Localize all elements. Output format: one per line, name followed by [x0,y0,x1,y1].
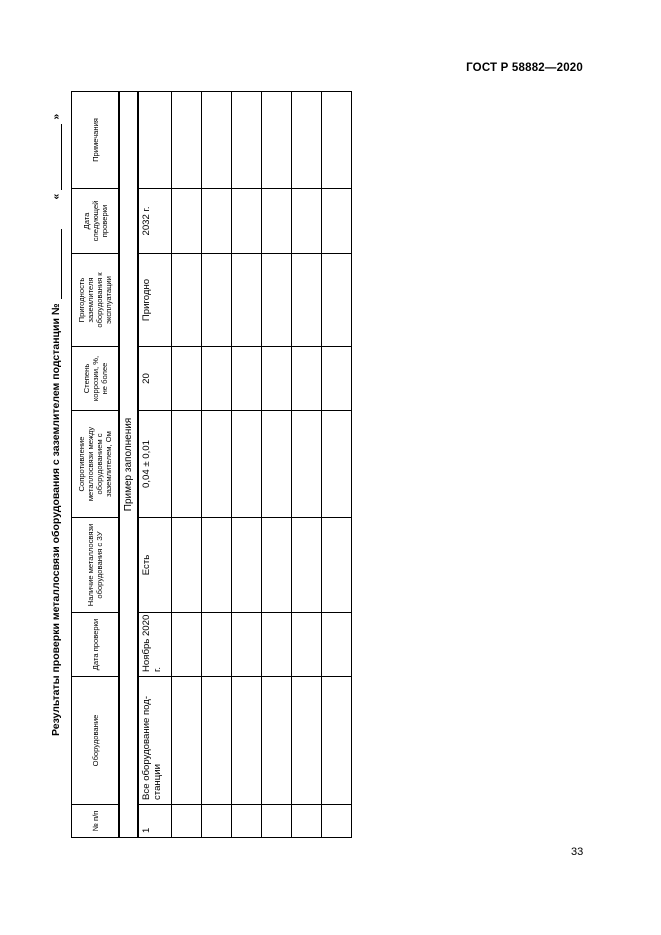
empty-row [292,92,322,838]
cell-corrosion: 20 [138,347,172,411]
col-header-corrosion: Степень коррозии, %, не более [72,347,120,411]
header-row [72,92,120,838]
empty-row [322,92,352,838]
table-row [138,92,172,838]
standard-number: ГОСТ Р 58882—2020 [466,62,583,74]
table-title [44,88,68,838]
col-header-equipment: Оборудование [72,677,120,805]
col-header-next-date: Дата следующей проверки [72,189,120,254]
col-header-bond-presence: Наличие металлосвязи оборудования с ЗУ [72,518,120,613]
title-open-quote: « [50,193,62,200]
title-text: Результаты проверки металлосвязи оборудования с заземлителем подстанции № [50,303,62,736]
cell-suitability: Пригодно [138,254,172,347]
cell-equipment: Все оборудование под-станции [138,677,172,805]
col-header-suitability: Пригодность заземлителя оборудования к эксплуатации [72,254,120,347]
results-table [71,91,352,838]
date-blank [51,124,62,190]
sample-row [119,92,138,838]
empty-row [262,92,292,838]
col-header-resistance: Сопротивление металлосвязи между оборудованием с заземлителем, Ом [72,411,120,518]
rotated-table-block [44,88,350,838]
col-header-number: № п/п [72,805,120,838]
sample-label: Пример заполнения [119,92,138,838]
col-header-check-date: Дата проверки [72,613,120,677]
empty-row [172,92,202,838]
cell-bond-presence: Есть [138,518,172,613]
cell-number: 1 [138,805,172,838]
empty-row [232,92,262,838]
empty-row [202,92,232,838]
cell-check-date: Ноябрь 2020 г. [138,613,172,677]
cell-notes [138,92,172,189]
cell-resistance: 0,04 ± 0,01 [138,411,172,518]
title-close-quote: » [50,113,62,120]
cell-next-date: 2032 г. [138,189,172,254]
col-header-notes: Примечания [72,92,120,189]
page-number: 33 [571,846,584,858]
substation-number-blank [51,229,62,299]
